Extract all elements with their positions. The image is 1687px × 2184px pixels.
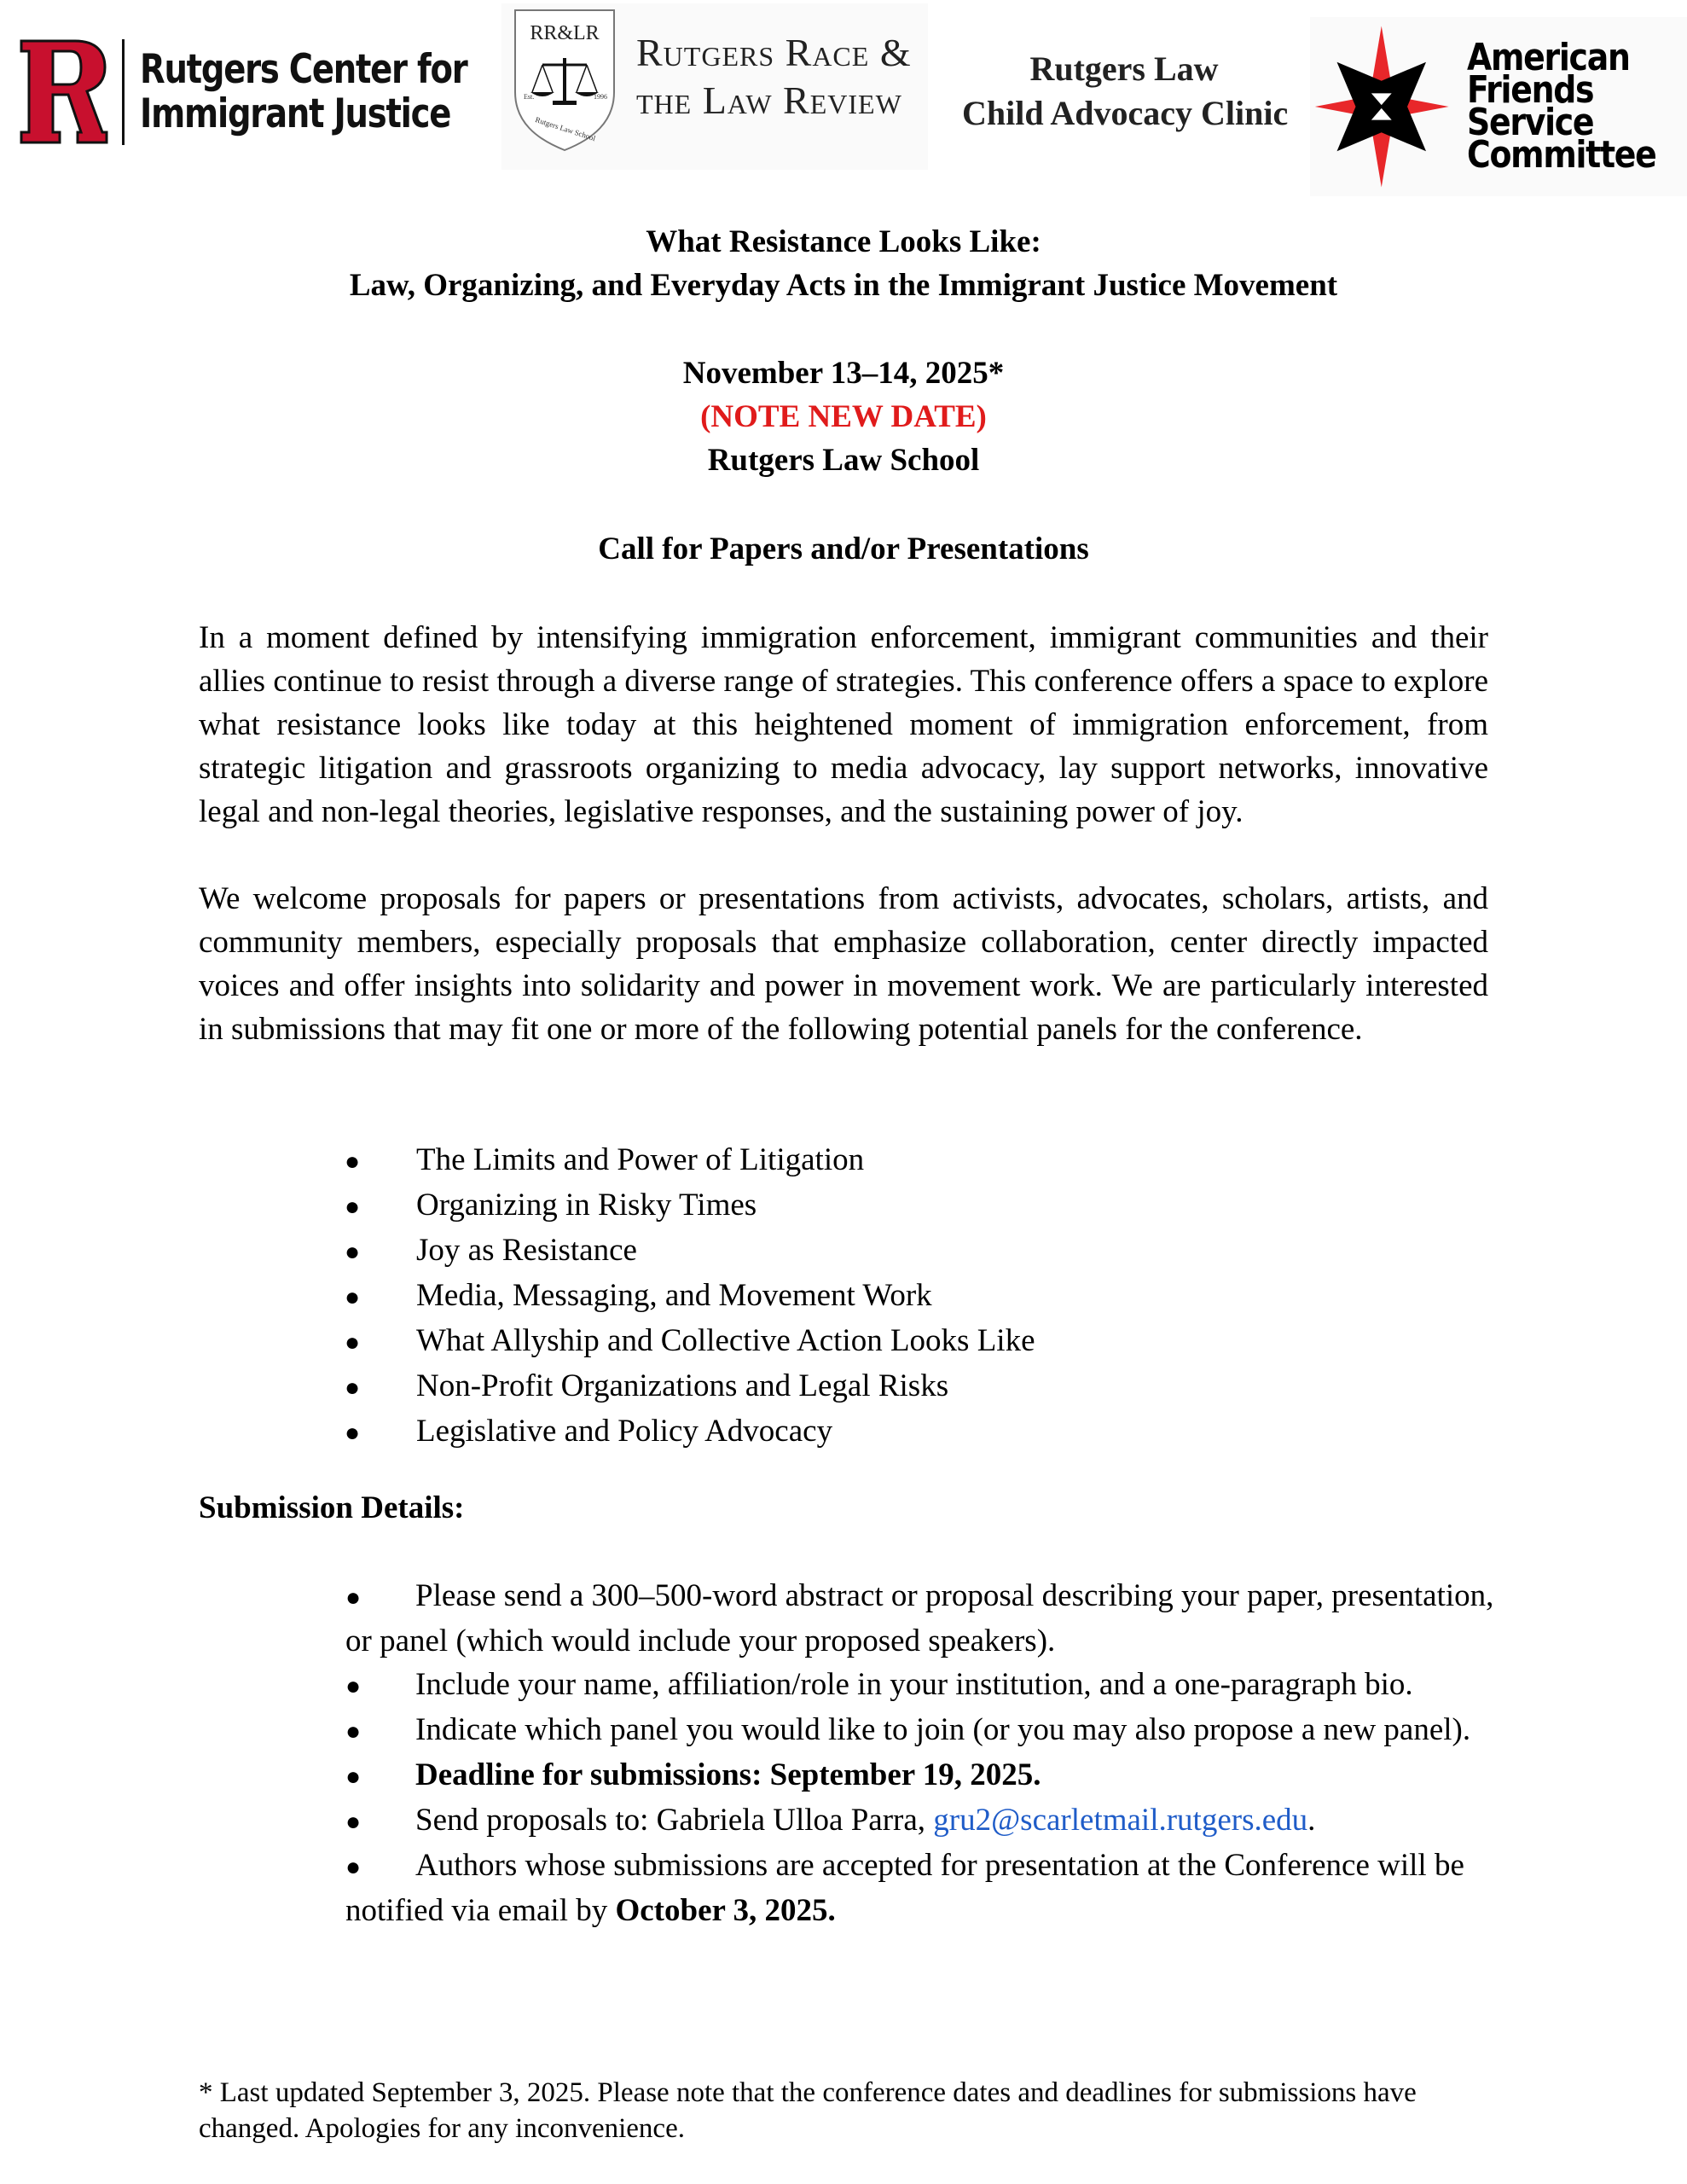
panel-label: Non-Profit Organizations and Legal Risks xyxy=(416,1368,949,1403)
bullet-icon: ● xyxy=(345,1328,361,1356)
svg-text:1996: 1996 xyxy=(594,93,607,101)
clinic-line1: Rutgers Law xyxy=(1029,49,1219,88)
clinic-line2: Child Advocacy Clinic xyxy=(962,94,1289,132)
afsc-line3: Service xyxy=(1467,101,1594,144)
rutgers-center-immigrant-justice-logo xyxy=(19,34,539,149)
panel-item xyxy=(345,1409,1035,1455)
bullet-icon: ● xyxy=(345,1283,361,1311)
panel-item xyxy=(345,1183,1035,1228)
submission-item-text: Please send a 300–500-word abstract or proposal describing your paper, presentation, or panel (which would include your proposed speakers). xyxy=(345,1578,1494,1658)
call-for-papers-heading: Call for Papers and/or Presentations xyxy=(598,531,1089,566)
bullet-icon: ● xyxy=(345,1238,361,1266)
title-line1: What Resistance Looks Like: xyxy=(646,224,1041,259)
bullet-icon: ● xyxy=(345,1419,361,1447)
notification-text: Authors whose submissions are accepted for presentation at the Conference will be notified via email by xyxy=(345,1848,1464,1928)
submission-item xyxy=(345,1708,1505,1753)
submission-item-text: Indicate which panel you would like to join (or you may also propose a new panel). xyxy=(415,1712,1471,1747)
contact-email-link[interactable]: gru2@scarletmail.rutgers.edu xyxy=(933,1803,1308,1838)
rcij-line1: Rutgers Center for xyxy=(140,45,467,93)
rutgers-race-law-review-logo xyxy=(501,3,928,170)
title-line2: Law, Organizing, and Everyday Acts in the Immigrant Justice Movement xyxy=(349,268,1338,303)
welcome-paragraph: We welcome proposals for papers or presentations from activists, advocates, scholars, artists, and community members, especially proposals that emphasize collaboration, center directly impacted voices and offer insights into solidarity and power in movement work. We are particularly interested in submissions that may fit one or more of the following potential panels for the conference. xyxy=(199,881,1488,1047)
afsc-star-icon xyxy=(1313,17,1450,196)
sponsor-logos xyxy=(0,0,1687,205)
bullet-icon: ● xyxy=(345,1374,361,1402)
panel-item xyxy=(345,1364,1035,1409)
new-date-note: (NOTE NEW DATE) xyxy=(700,399,987,434)
scales-of-justice-shield-icon xyxy=(512,7,617,154)
panel-label: The Limits and Power of Litigation xyxy=(416,1142,865,1177)
last-updated-footnote: * Last updated September 3, 2025. Please note that the conference dates and deadlines for submissions have changed. Apologies for any inconvenience. xyxy=(199,2077,1417,2144)
contact-text: Send proposals to: Gabriela Ulloa Parra, xyxy=(415,1803,934,1838)
panel-label: Legislative and Policy Advocacy xyxy=(416,1414,833,1449)
svg-text:RR&LR: RR&LR xyxy=(530,22,600,44)
potential-panels-list xyxy=(345,1138,1035,1455)
child-advocacy-clinic-logo xyxy=(962,47,1289,136)
bullet-icon: ● xyxy=(345,1853,362,1881)
submission-item xyxy=(345,1574,1505,1663)
panel-item xyxy=(345,1274,1035,1319)
conference-title xyxy=(0,220,1687,307)
notification-date: October 3, 2025. xyxy=(615,1893,836,1928)
panel-item xyxy=(345,1319,1035,1364)
panel-label: Media, Messaging, and Movement Work xyxy=(416,1278,932,1313)
afsc-line4: Committee xyxy=(1467,133,1656,177)
panel-label: Joy as Resistance xyxy=(416,1233,637,1268)
bullet-icon: ● xyxy=(345,1147,361,1176)
rcij-wordmark xyxy=(140,45,467,137)
panel-label: What Allyship and Collective Action Looks Like xyxy=(416,1323,1035,1358)
event-date: November 13–14, 2025* xyxy=(682,356,1005,391)
panel-label: Organizing in Risky Times xyxy=(416,1188,757,1223)
submission-item xyxy=(345,1663,1505,1708)
afsc-wordmark xyxy=(1467,36,1656,177)
submission-details-list xyxy=(345,1574,1505,1932)
afsc-line1: American xyxy=(1467,36,1631,79)
submission-contact xyxy=(345,1798,1505,1844)
rrlr-line1: Rutgers Race & xyxy=(636,31,912,74)
svg-text:Rutgers Law School: Rutgers Law School xyxy=(534,115,597,143)
rrlr-wordmark xyxy=(636,29,912,125)
contact-suffix: . xyxy=(1307,1803,1316,1838)
svg-text:Est.: Est. xyxy=(524,93,535,101)
afsc-logo xyxy=(1310,17,1687,196)
intro-paragraph: In a moment defined by intensifying immigration enforcement, immigrant communities and their allies continue to resist through a diverse range of strategies. This conference offers a space to explore what resistance looks like today at this heightened moment of immigration enforcement, from strategic litigation and grassroots organizing to media advocacy, lay support networks, innovative legal and non-legal theories, legislative responses, and the sustaining power of joy. xyxy=(199,620,1488,829)
event-location: Rutgers Law School xyxy=(707,443,980,478)
logo-divider xyxy=(122,39,125,145)
deadline-text: Deadline for submissions: September 19, 2025. xyxy=(415,1757,1041,1792)
panel-item xyxy=(345,1228,1035,1274)
submission-notification xyxy=(345,1844,1505,1932)
bullet-icon: ● xyxy=(345,1717,362,1745)
bullet-icon: ● xyxy=(345,1672,362,1700)
rutgers-r-icon xyxy=(19,38,108,145)
submission-deadline xyxy=(345,1753,1505,1798)
bullet-icon: ● xyxy=(345,1808,362,1836)
panel-item xyxy=(345,1138,1035,1183)
rrlr-line2: the Law Review xyxy=(636,78,902,122)
bullet-icon: ● xyxy=(345,1193,361,1221)
afsc-line2: Friends xyxy=(1467,68,1594,112)
bullet-icon: ● xyxy=(345,1763,362,1791)
submission-item-text: Include your name, affiliation/role in your institution, and a one-paragraph bio. xyxy=(415,1667,1413,1702)
submission-details-heading: Submission Details: xyxy=(199,1490,465,1525)
rcij-line2: Immigrant Justice xyxy=(140,90,451,137)
bullet-icon: ● xyxy=(345,1583,362,1612)
event-info xyxy=(0,351,1687,482)
